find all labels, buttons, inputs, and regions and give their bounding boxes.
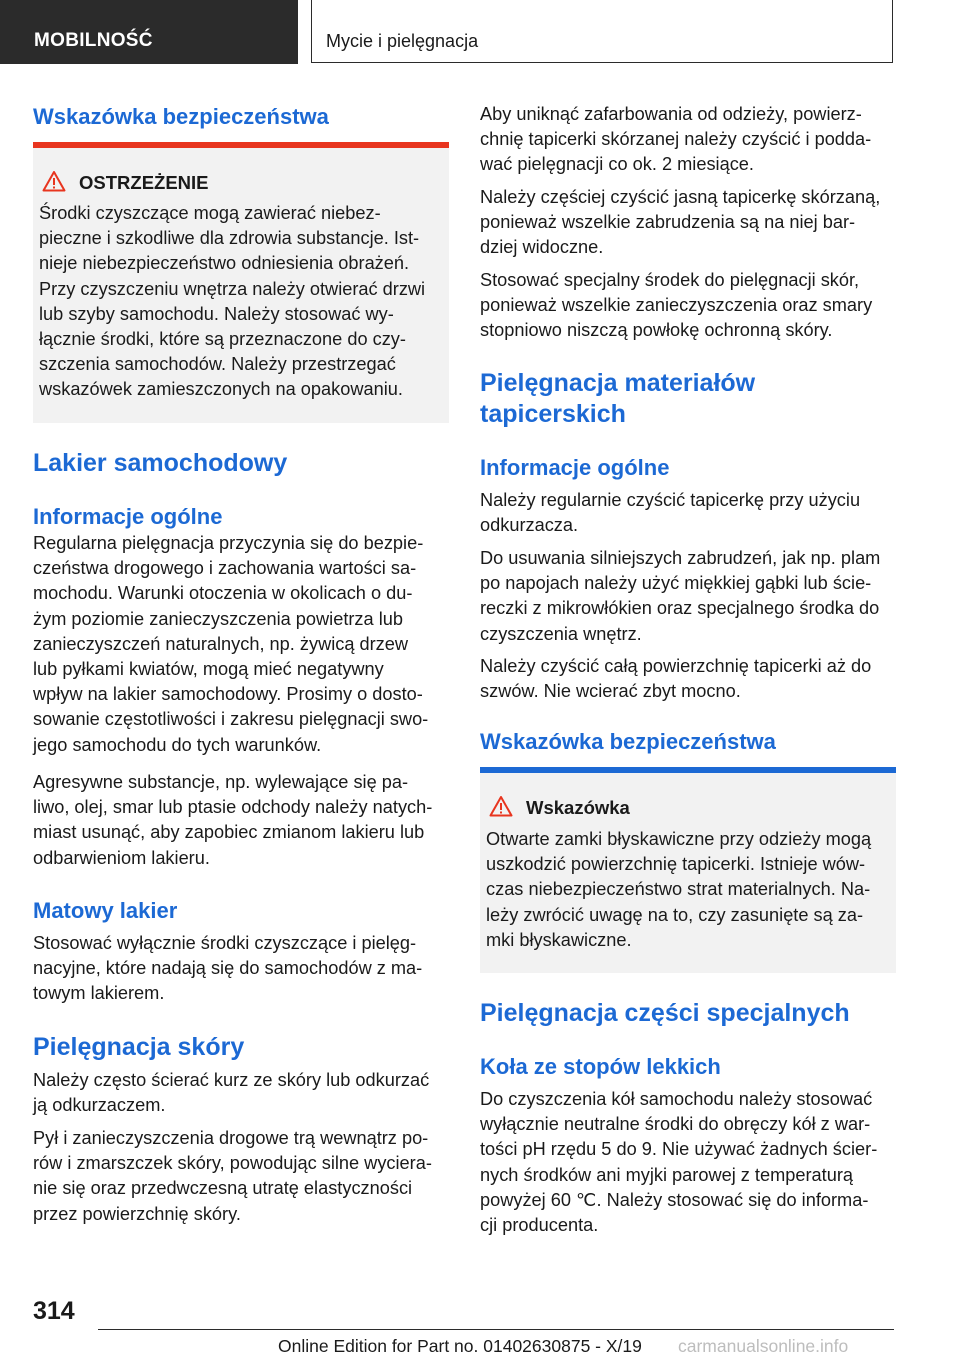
general-heading-left: Informacje ogólne: [33, 504, 223, 529]
general-paragraph-2: Agresywne substancje, np. wylewające się pa- liwo, olej, smar lub ptasie odchody należy natych- miast usunąć, aby zapobiec zmianom lakieru lub odbarwieniom lakieru.: [33, 772, 433, 868]
paint-heading: Lakier samochodowy: [33, 449, 288, 477]
warning-text: Środki czyszczące mogą zawierać niebez- pieczne i szkodliwe dla zdrowia substancje. Ist- nieje niebezpieczeństwo odniesienia obrażeń. Przy czyszczeniu wnętrza należy otwierać drzwi lub szyby samochodu. Należy stosować wy- łącznie środki, które są przeznaczone do czy- szczenia samochodów. Należy przestrzegać wskazówek zamieszczonych na opakowaniu.: [39, 203, 426, 400]
chapter-tab: [311, 0, 893, 63]
safety-heading-left: Wskazówka bezpieczeństwa: [33, 104, 329, 129]
chapter-label: Mycie i pielęgnacja: [326, 31, 479, 51]
upholstery-heading: Pielęgnacja materiałów tapicerskich: [480, 369, 756, 428]
notice-title: Wskazówka: [526, 797, 630, 818]
general-paragraph-1: Regularna pielęgnacja przyczynia się do bezpie- czeństwa drogowego i zachowania wartości sa- mochodu. Warunki otoczenia w okolicach o du- żym poziomie zanieczyszczenia powietrza lub zanieczyszczeń naturalnych, np. żywicą drzew lub pyłkami kwiatów, mogą mieć negatywny wpływ na lakier samochodowy. Prosimy o dosto- sowanie częstotliwości i zakresu pielęgnacji swo- jego samochodu do tych warunków.: [33, 533, 429, 755]
leather-heading: Pielęgnacja skóry: [33, 1033, 245, 1061]
section-label: MOBILNOŚĆ: [34, 30, 153, 51]
warning-bar: [33, 142, 449, 148]
safety-heading-right: Wskazówka bezpieczeństwa: [480, 729, 776, 754]
upholstery-paragraph-2: Do usuwania silniejszych zabrudzeń, jak np. plam po napojach należy użyć miękkiej gąbki lub ście- reczki z mikrowłókien oraz specjalnego środka do czyszczenia wnętrz.: [480, 548, 881, 644]
general-heading-right: Informacje ogólne: [480, 455, 670, 480]
footer-edition: Online Edition for Part no. 01402630875 - X/19: [278, 1336, 642, 1356]
section-tab: [0, 0, 298, 64]
leather-paragraph-5: Stosować specjalny środek do pielęgnacji skór, ponieważ wszelkie zanieczyszczenia oraz smary stopniowo niszczą powłokę ochronną skóry.: [480, 270, 873, 341]
wheels-paragraph: Do czyszczenia kół samochodu należy stosować wyłącznie neutralne środki do obręczy kół z war- tości pH rzędu 5 do 9. Nie używać żadnych ścier- nych środków ani myjki parowej z temperaturą powyżej 60 ℃. Należy stosować się do informa- cji producenta.: [480, 1089, 878, 1236]
leather-paragraph-1: Należy często ścierać kurz ze skóry lub odkurzać ją odkurzaczem.: [33, 1070, 430, 1116]
leather-paragraph-2: Pył i zanieczyszczenia drogowe trą wewnątrz po- rów i zmarszczek skóry, powodując silne wyciera- nie się oraz przedwczesną utratę elastyczności przez powierzchnię skóry.: [33, 1128, 432, 1224]
footer-divider: [98, 1329, 894, 1330]
wheels-heading: Koła ze stopów lekkich: [480, 1054, 721, 1079]
watermark: carmanualsonline.info: [678, 1336, 849, 1356]
leather-paragraph-4: Należy częściej czyścić jasną tapicerkę skórzaną, ponieważ wszelkie zabrudzenia są na niej bar- dziej widoczne.: [480, 187, 881, 258]
warning-triangle-icon: [42, 170, 66, 192]
matte-heading: Matowy lakier: [33, 898, 178, 923]
special-parts-heading: Pielęgnacja części specjalnych: [480, 999, 850, 1027]
warning-box: [33, 142, 449, 423]
matte-paragraph: Stosować wyłącznie środki czyszczące i pielęg- nacyjne, które nadają się do samochodów z ma- towym lakierem.: [33, 933, 423, 1004]
notice-text: Otwarte zamki błyskawiczne przy odzieży mogą uszkodzić powierzchnię tapicerki. Istnieje wów- czas niebezpieczeństwo strat materialnych. Na- leży zwrócić uwagę na to, czy zasunięte są za- mki błyskawiczne.: [486, 829, 872, 950]
page-number: 314: [33, 1297, 75, 1325]
upholstery-paragraph-1: Należy regularnie czyścić tapicerkę przy użyciu odkurzacza.: [480, 490, 861, 536]
notice-bar: [480, 767, 896, 773]
notice-triangle-icon: [489, 795, 513, 817]
upholstery-paragraph-3: Należy czyścić całą powierzchnię tapicerki aż do szwów. Nie wcierać zbyt mocno.: [480, 656, 872, 702]
notice-box: [480, 767, 896, 973]
warning-title: OSTRZEŻENIE: [79, 172, 209, 193]
leather-paragraph-3: Aby uniknąć zafarbowania od odzieży, powierz- chnię tapicerki skórzanej należy czyścić i podda- wać pielęgnacji co ok. 2 miesiące.: [480, 104, 872, 175]
